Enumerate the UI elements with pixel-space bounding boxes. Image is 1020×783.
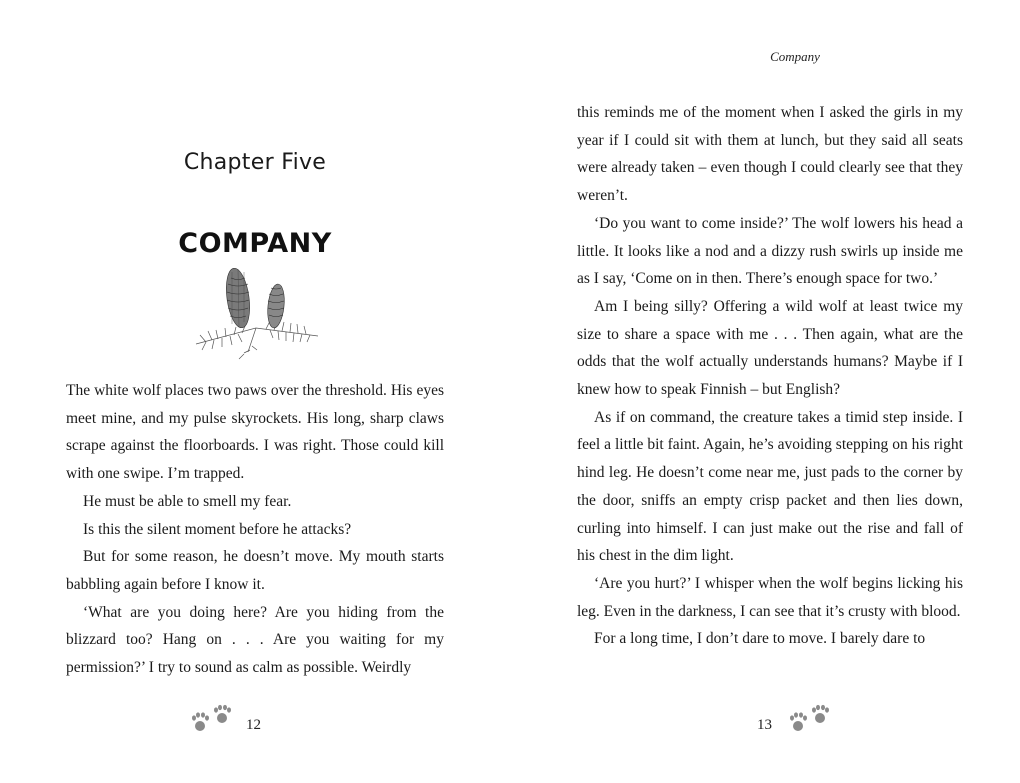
chapter-title: COMPANY — [178, 228, 332, 259]
paragraph: But for some reason, he doesn’t move. My mouth starts babbling again before I know it. — [66, 548, 444, 593]
page-number: 13 — [757, 717, 772, 733]
right-page — [510, 0, 1020, 783]
body-text-right — [577, 99, 963, 653]
paragraph: For a long time, I don’t dare to move. I barely dare to — [594, 630, 926, 648]
paragraph: As if on command, the creature takes a timid step inside. I feel a little bit faint. Again, he’s avoiding stepping on his right hind leg. He doesn’t come near me, just pads to the corner by the door, sniffs an empty crisp packet and then lies down, curling into himself. I can just make out the rise and fall of his chest in the dim light. — [577, 408, 963, 565]
pine-cone-large — [223, 267, 253, 329]
running-head: Company — [770, 49, 820, 64]
paragraph: Am I being silly? Offering a wild wolf at least twice my size to share a space with me . . . Then again, what are the odds that the wolf actually understands humans? Maybe if I knew how to speak Finnish – but English? — [577, 297, 963, 399]
paragraph: ‘Are you hurt?’ I whisper when the wolf begins licking his leg. Even in the darkness, I can see that it’s crusty with blood. — [577, 574, 963, 620]
paw-prints-icon — [188, 704, 236, 738]
pine-cones-illustration — [186, 266, 326, 366]
paragraph: ‘Do you want to come inside?’ The wolf lowers his head a little. It looks like a nod and a dizzy rush swirls up inside me as I say, ‘Come on in then. There’s enough space for two.’ — [577, 214, 963, 288]
paragraph: The white wolf places two paws over the threshold. His eyes meet mine, and my pulse skyrockets. His long, sharp claws scrape against the floorboards. I was right. Those could kill with one swipe. I’m trapped. — [66, 382, 444, 483]
chapter-label: Chapter Five — [183, 150, 327, 175]
paw-prints-icon — [786, 704, 834, 738]
paragraph: ‘What are you doing here? Are you hiding from the blizzard too? Hang on . . . Are you waiting for my permission?’ I try to sound as calm as possible. Weirdly — [66, 603, 444, 677]
pine-cone-small — [266, 283, 287, 328]
paragraph: this reminds me of the moment when I asked the girls in my year if I could sit with them at lunch, but they said all seats were already taken – even though I could clearly see that they weren’t. — [577, 104, 963, 205]
page-number: 12 — [246, 717, 261, 733]
paragraph: He must be able to smell my fear. — [83, 492, 292, 510]
paragraph: Is this the silent moment before he attacks? — [83, 520, 352, 538]
body-text-left — [66, 377, 444, 682]
